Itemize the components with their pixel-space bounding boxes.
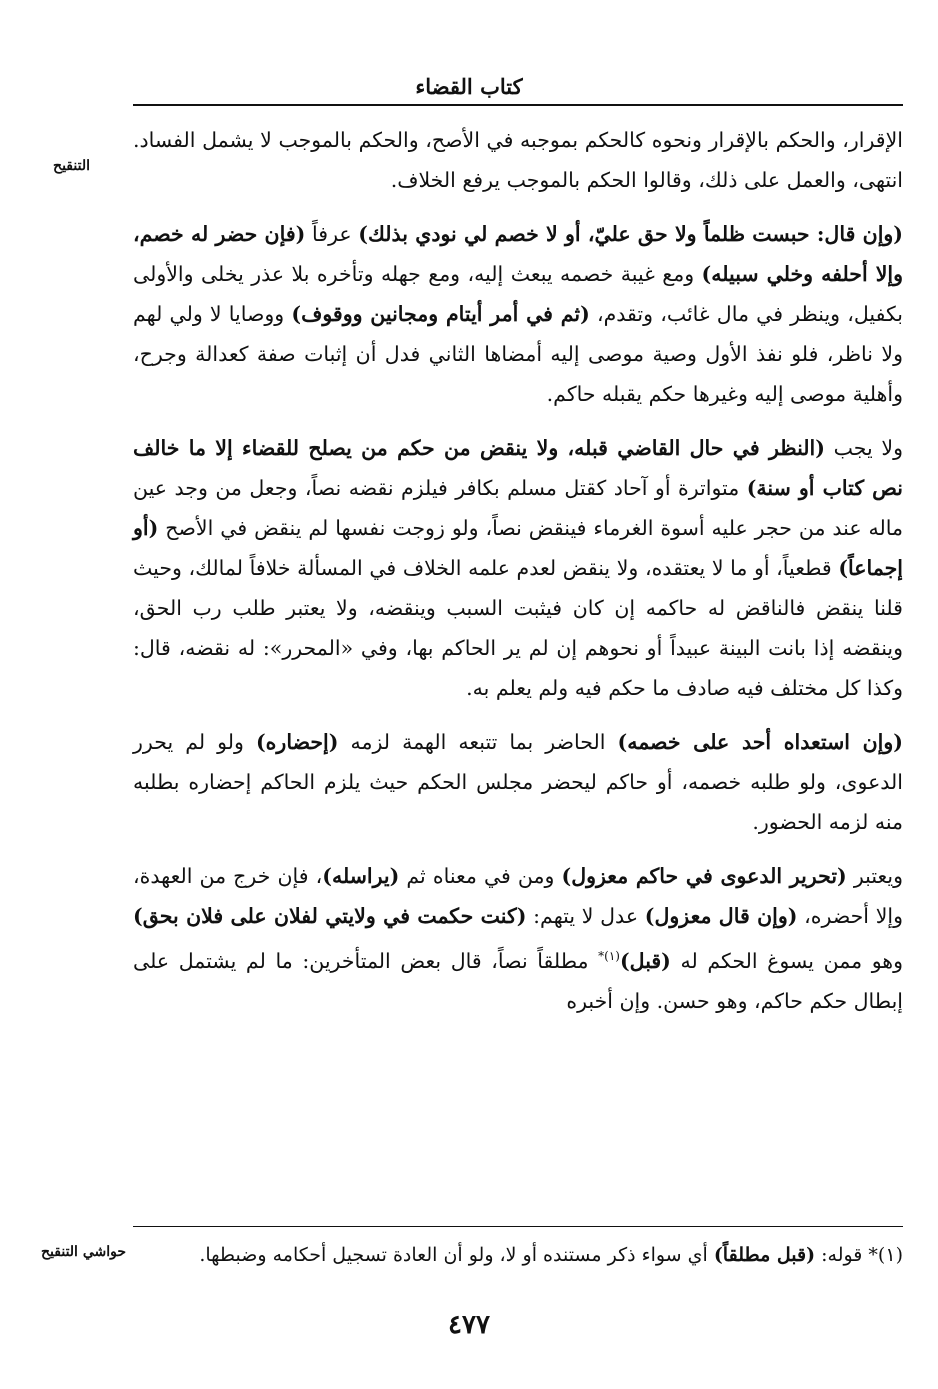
sharh-text: ولو لم يحرر الدعوى، ولو طلبه خصمه، أو حاكم ليحضر مجلس الحكم حيث يلزم الحاكم إحضاره بطلبه منه لزمه الحضور. [133, 730, 903, 834]
matn-bold-text: (تحرير الدعوى في حاكم معزول) [561, 864, 847, 888]
running-header-title: كتاب القضاء [415, 74, 523, 99]
footnote [133, 1236, 903, 1274]
paragraph [133, 428, 903, 708]
sharh-text: ، فإن خرج من العهدة، وإلا أحضره، [133, 864, 903, 928]
sharh-text: الحاضر بما تتبعه الهمة لزمه [338, 730, 618, 754]
matn-bold-text: (فإن حضر له خصم، وإلا أحلفه وخلي سبيله) [133, 222, 904, 286]
sharh-text: قطعياً، أو ما لا يعتقده، ولا ينقض لعدم علمه الخلاف في المسألة خلافاً لمالك، وحيث قلنا ينقض فالناقض له حاكمه إن كان فيثبت السبب وينقضه، ولا يعتبر طلب رب الحق، وينقضه إذا بانت البينة عبيداً أو نحوهم إن لم ير الحاكم بها، وفي «المحرر»: له نقضه، قال: وكذا كل مختلف فيه صادف ما حكم فيه ولم يعلم به. [133, 556, 903, 700]
sharh-text: (١)* قوله: [815, 1244, 903, 1266]
paragraph [133, 214, 903, 414]
footnote-marker: (١)* [598, 949, 620, 963]
sharh-text: ويعتبر [846, 864, 903, 888]
sharh-text: ومع غيبة خصمه يبعث إليه، ومع جهله وتأخره بلا عذر يخلى والأولى بكفيل، وينظر في مال غائب، وتقدم، [133, 262, 903, 326]
paragraph [133, 856, 903, 1021]
sharh-text: مطلقاً نصاً، قال بعض المتأخرين: ما لم يشتمل على إبطال حكم حاكم، وهو حسن. وإن أخبره [133, 948, 903, 1013]
margin-label-tanqih: التنقيح [53, 158, 90, 174]
sharh-text: الإقرار، والحكم بالإقرار ونحوه كالحكم بموجبه في الأصح، والحكم بالموجب لا يشمل الفساد. انتهى، والعمل على ذلك، وقالوا الحكم بالموجب يرفع الخلاف. [133, 128, 903, 192]
paragraph [133, 722, 903, 842]
margin-label-hawashi: حواشي التنقيح [41, 1244, 126, 1260]
paragraph [133, 120, 903, 200]
sharh-text: عدل لا يتهم: [526, 904, 645, 928]
matn-bold-text: (إحضاره) [255, 730, 339, 754]
matn-bold-text: (قبل مطلقاً) [713, 1244, 816, 1266]
sharh-text: ووصايا لا ولي لهم ولا ناظر، فلو نفذ الأول وصية موصى إليه أمضاها الثاني فدل أن إثبات صفة كعدالة وجرح، وأهلية موصى إليه وغيرها حكم يقبله حاكم. [133, 302, 903, 406]
main-text [133, 120, 903, 1035]
sharh-text: وهو ممن يسوغ الحكم له [670, 948, 904, 973]
sharh-text: ولا يجب [824, 436, 903, 460]
header-divider [133, 104, 903, 106]
sharh-text: عرفاً [305, 222, 359, 246]
sharh-text: متواترة أو آحاد كقتل مسلم بكافر فيلزم نقضه نصاً، وجعل من وجد عين ماله عند من حجر عليه أسوة الغرماء فينقض نصاً، ولو زوجت نفسها لم ينقض في الأصح [133, 476, 903, 540]
sharh-text: ومن في معناه ثم [399, 864, 562, 888]
page-number: ٤٧٧ [448, 1310, 490, 1340]
matn-bold-text: (يراسله) [322, 864, 400, 888]
footnote-divider [133, 1226, 903, 1227]
matn-bold-text: (النظر في حال القاضي قبله، ولا ينقض من حكم من يصلح للقضاء إلا ما خالف نص كتاب أو سنة) [133, 436, 904, 500]
matn-bold-text: (كنت حكمت في ولايتي لفلان على فلان بحق) [133, 904, 527, 928]
footnote-paragraph [133, 1236, 903, 1274]
matn-bold-text: (أو إجماعاً) [133, 516, 903, 580]
matn-bold-text: (وإن استعداه أحد على خصمه) [617, 730, 903, 754]
sharh-text: أي سواء ذكر مستنده أو لا، ولو أن العادة تسجيل أحكامه وضبطها. [199, 1244, 714, 1266]
matn-bold-text: (وإن قال معزول) [644, 904, 798, 928]
matn-bold-text: (ثم في أمر أيتام ومجانين ووقوف) [291, 302, 590, 326]
matn-bold-text: (قبل) [619, 948, 671, 973]
matn-bold-text: (وإن قال: حبست ظلماً ولا حق عليّ، أو لا خصم لي نودي بذلك) [358, 222, 904, 246]
